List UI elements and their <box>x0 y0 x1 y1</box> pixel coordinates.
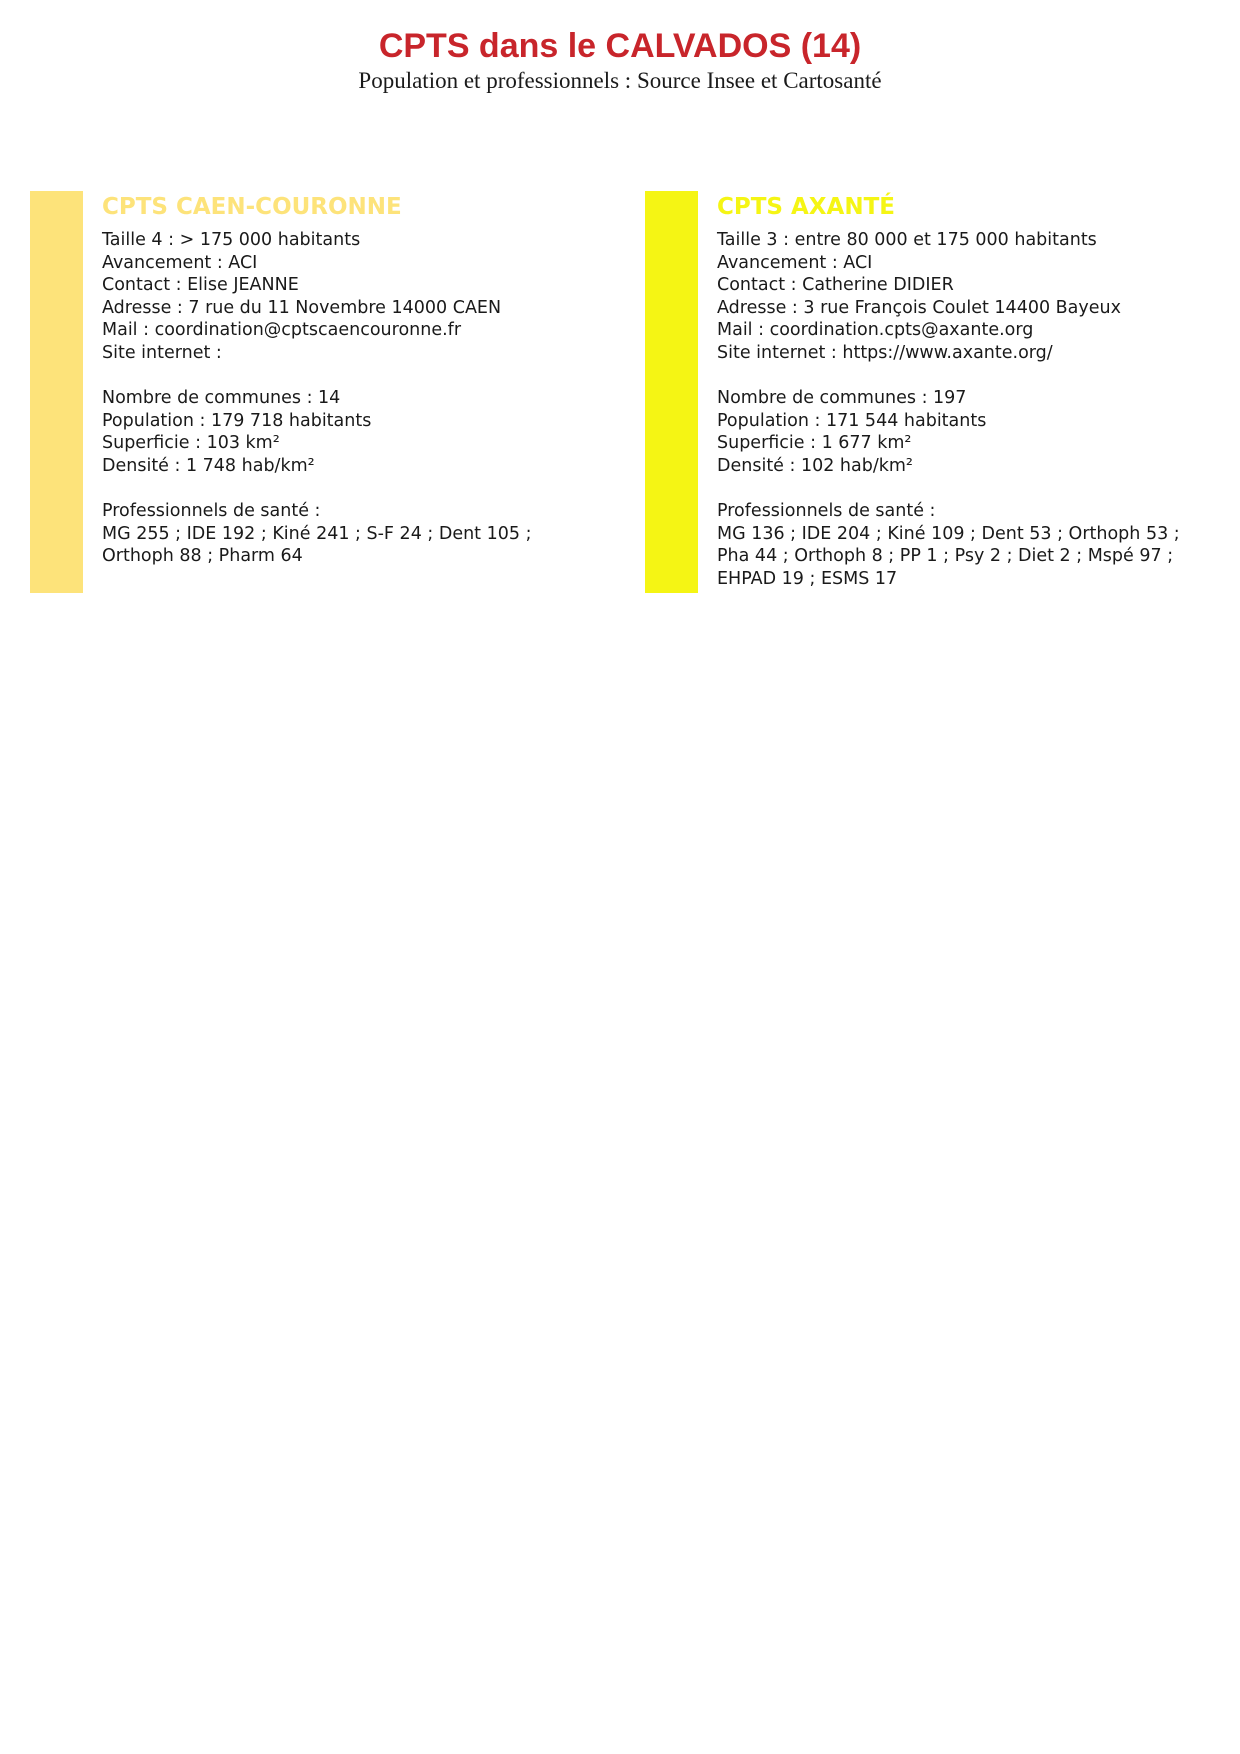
card-densite: Densité : 1 748 hab/km² <box>102 455 315 476</box>
spacer <box>717 365 1240 388</box>
card-pros-line: Pha 44 ; Orthoph 8 ; PP 1 ; Psy 2 ; Diet 2 ; Mspé 97 ; <box>717 546 1174 567</box>
card-communes: Nombre de communes : 14 <box>102 388 341 409</box>
card-densite: Densité : 102 hab/km² <box>717 455 913 476</box>
card-pros-label: Professionnels de santé : <box>102 501 321 522</box>
card-taille: Taille 3 : entre 80 000 et 175 000 habitants <box>717 230 1097 250</box>
card-pros-label: Professionnels de santé : <box>717 501 936 522</box>
card-title: CPTS CAEN-COURONNE <box>102 194 402 220</box>
page-title: CPTS dans le CALVADOS (14) <box>378 27 862 65</box>
card-site-internet: Site internet : https://www.axante.org/ <box>717 342 1053 363</box>
spacer <box>102 365 642 388</box>
card-adresse: Adresse : 3 rue François Coulet 14400 Bayeux <box>717 297 1121 318</box>
card-avancement: Avancement : ACI <box>717 252 873 273</box>
spacer <box>717 478 1240 501</box>
card-population: Population : 179 718 habitants <box>102 410 372 431</box>
card-site-internet: Site internet : <box>102 342 222 363</box>
card-contact: Contact : Catherine DIDIER <box>717 275 954 296</box>
card-pros-line: EHPAD 19 ; ESMS 17 <box>717 568 898 589</box>
card-title: CPTS AXANTÉ <box>717 194 895 220</box>
page-subtitle: Population et professionnels : Source Insee et Cartosanté <box>358 68 882 93</box>
card-pros-line: MG 136 ; IDE 204 ; Kiné 109 ; Dent 53 ; Orthoph 53 ; <box>717 523 1180 544</box>
card-accent-bar <box>30 191 83 593</box>
card-communes: Nombre de communes : 197 <box>717 388 967 409</box>
card-body <box>102 191 642 568</box>
card-population: Population : 171 544 habitants <box>717 410 987 431</box>
card-mail: Mail : coordination.cpts@axante.org <box>717 320 1034 341</box>
card-accent-bar <box>645 191 698 593</box>
card-superficie: Superficie : 103 km² <box>102 433 280 454</box>
card-avancement: Avancement : ACI <box>102 252 258 273</box>
card-body <box>717 191 1240 591</box>
card-taille: Taille 4 : > 175 000 habitants <box>102 230 361 250</box>
spacer <box>102 478 642 501</box>
card-superficie: Superficie : 1 677 km² <box>717 433 912 454</box>
card-mail: Mail : coordination@cptscaencouronne.fr <box>102 320 462 341</box>
card-pros-line: MG 255 ; IDE 192 ; Kiné 241 ; S-F 24 ; Dent 105 ; <box>102 523 532 544</box>
card-adresse: Adresse : 7 rue du 11 Novembre 14000 CAEN <box>102 297 502 318</box>
card-contact: Contact : Elise JEANNE <box>102 275 299 296</box>
card-pros-line: Orthoph 88 ; Pharm 64 <box>102 546 303 567</box>
